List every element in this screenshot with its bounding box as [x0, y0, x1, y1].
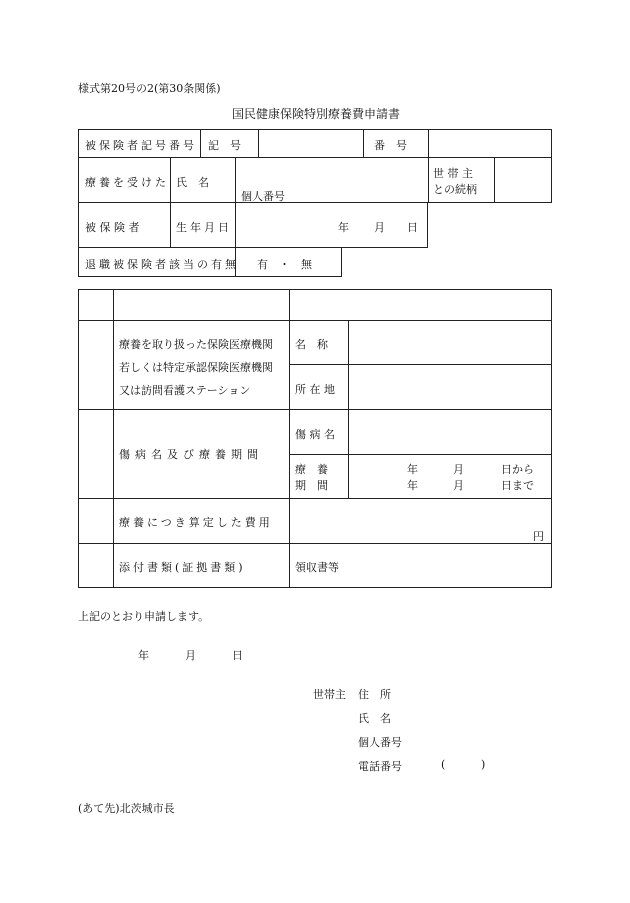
phone-paren-close: ) — [481, 758, 486, 771]
facility-label-line3: 又は訪問看護ステーション — [119, 384, 251, 397]
bangou-label: 番 号 — [374, 139, 407, 152]
birthdate-label: 生年月日 — [176, 221, 232, 234]
period-label-line1: 療 養 — [295, 463, 328, 476]
period-label-line2: 期 間 — [295, 479, 328, 492]
period-from-year: 年 — [407, 463, 418, 476]
applicant-prefix: 世帯主 — [313, 688, 346, 701]
bangou-field[interactable] — [432, 131, 548, 156]
household-relation-line2: との続柄 — [433, 183, 477, 196]
birth-month-label: 月 — [374, 221, 385, 234]
birth-day-label: 日 — [407, 221, 418, 234]
patient-label-line1: 療養を受けた — [85, 176, 169, 189]
facility-label-line1: 療養を取り扱った保険医療機関 — [119, 338, 273, 351]
page-title: 国民健康保険特別療養費申請書 — [232, 107, 401, 121]
date-day-label: 日 — [232, 649, 243, 662]
name-label: 氏 名 — [176, 176, 209, 189]
period-to-year: 年 — [407, 479, 418, 492]
applicant-phone-label: 電話番号 — [358, 760, 402, 773]
cost-label: 療養につき算定した費用 — [119, 516, 273, 529]
period-from-suffix: 日から — [501, 463, 534, 476]
facility-name-field[interactable] — [352, 323, 548, 362]
disease-name-field[interactable] — [352, 412, 548, 452]
patient-name-field[interactable] — [300, 160, 424, 200]
household-relation-field[interactable] — [498, 160, 548, 200]
facility-address-label: 所 在 地 — [295, 383, 335, 396]
kigou-field[interactable] — [262, 131, 360, 156]
kigou-label: 記 号 — [208, 139, 241, 152]
birth-year-label: 年 — [338, 221, 349, 234]
date-month-label: 月 — [185, 649, 196, 662]
period-to-month: 月 — [453, 479, 464, 492]
applicant-personal-number-label: 個人番号 — [358, 736, 402, 749]
form-number: 様式第20号の2(第30条関係) — [78, 82, 221, 95]
applicant-name-label: 氏 名 — [358, 712, 391, 725]
cost-field[interactable] — [293, 501, 523, 541]
period-to-suffix: 日まで — [501, 479, 534, 492]
statement-text: 上記のとおり申請します。 — [78, 610, 210, 623]
period-from-month: 月 — [453, 463, 464, 476]
date-year-label: 年 — [138, 649, 149, 662]
facility-name-label: 名 称 — [295, 338, 328, 351]
insured-number-label: 被保険者記号番号 — [85, 139, 197, 152]
facility-address-field[interactable] — [352, 367, 548, 407]
cost-unit: 円 — [533, 530, 544, 543]
disease-period-label: 傷病名及び療養期間 — [119, 448, 263, 461]
retiree-options[interactable]: 有 ・ 無 — [257, 258, 312, 271]
patient-label-line2: 被 保 険 者 — [85, 221, 140, 234]
household-relation-line1: 世 帯 主 — [433, 167, 473, 180]
addressee: (あて先)北茨城市長 — [78, 802, 175, 815]
personal-number-label: 個人番号 — [241, 190, 285, 203]
attachments-label: 添付書類(証拠書類) — [119, 561, 246, 574]
disease-name-label: 傷 病 名 — [295, 428, 335, 441]
attachments-value: 領収書等 — [295, 561, 339, 574]
facility-label-line2: 若しくは特定承認保険医療機関 — [119, 361, 273, 374]
applicant-address-label: 住 所 — [358, 688, 391, 701]
phone-paren-open: ( — [441, 758, 446, 771]
retiree-label: 退職被保険者該当の有無 — [85, 258, 239, 271]
